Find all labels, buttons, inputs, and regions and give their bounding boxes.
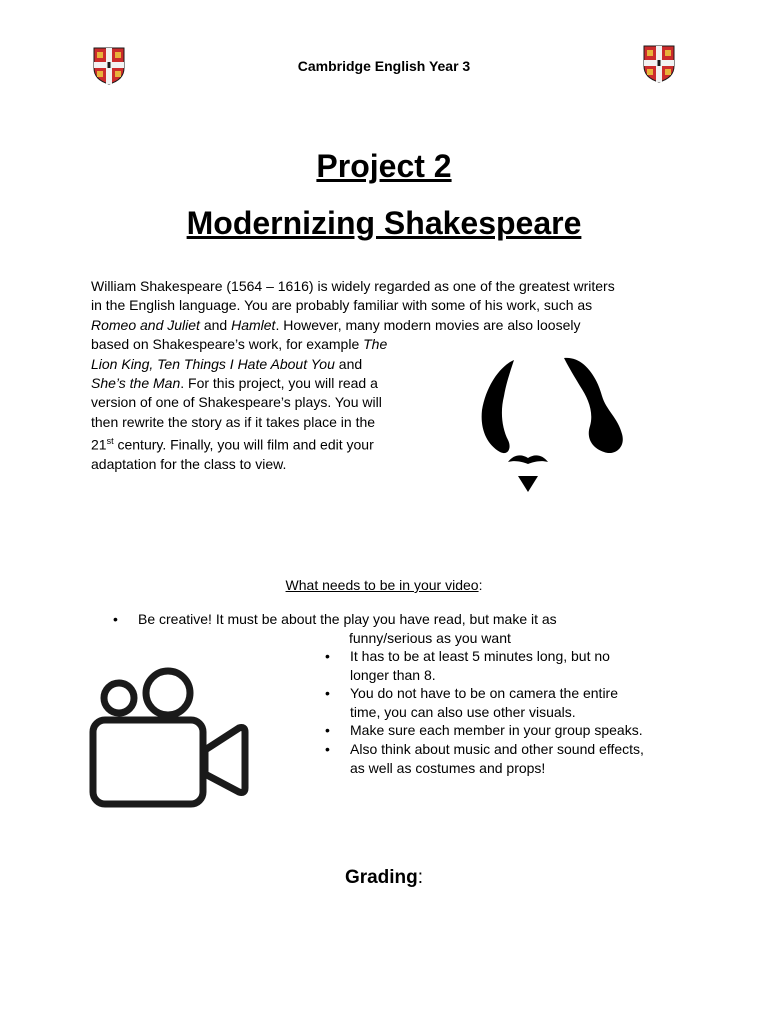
list-item (325, 740, 685, 777)
list-item-text: You do not have to be on camera the entire (350, 685, 619, 702)
intro-text: . However, many modern movies are also loosely (275, 316, 581, 333)
bullet-icon: • (325, 648, 330, 664)
list-item-text: Be creative! It must be about the play you have read, but make it as (138, 611, 557, 627)
grading-label: Grading (344, 867, 418, 888)
intro-text: and (334, 355, 363, 372)
bullet-icon: • (325, 740, 330, 757)
intro-text: . For this project, you will read a (180, 375, 378, 392)
movie-title: Lion King, Ten Things I Hate About You (91, 355, 335, 372)
list-item-text: time, you can also use other visuals. (350, 703, 576, 720)
list-item-text-continued: funny/serious as you want (349, 629, 511, 646)
bullet-icon: • (325, 722, 330, 739)
intro-line: version of one of Shakespeare’s plays. You will (91, 394, 382, 411)
video-requirements-heading (0, 577, 768, 593)
video-heading-text: What needs to be in your video (285, 577, 479, 593)
play-title-romeo: Romeo and Juliet (91, 316, 200, 333)
header-title: Cambridge English Year 3 (297, 58, 471, 74)
intro-line: then rewrite the story as if it takes place in the (91, 413, 376, 430)
list-item (325, 684, 685, 721)
movie-title: She’s the Man (91, 375, 181, 392)
list-item-text: It has to be at least 5 minutes long, but no (350, 648, 610, 664)
video-camera-icon (89, 666, 249, 808)
grading-heading (0, 867, 768, 889)
intro-line: adaptation for the class to view. (91, 456, 287, 473)
video-requirements-list (325, 647, 685, 777)
intro-line: in the English language. You are probably familiar with some of his work, such as (91, 297, 593, 314)
intro-text: based on Shakespeare’s work, for example (91, 336, 364, 353)
intro-text: and (199, 316, 232, 333)
intro-line: William Shakespeare (1564 – 1616) is widely regarded as one of the greatest writers (91, 278, 615, 294)
play-title-hamlet: Hamlet (231, 316, 276, 333)
bullet-icon: • (113, 611, 118, 627)
project-name-title: Modernizing Shakespeare (186, 205, 582, 241)
list-item-text: longer than 8. (350, 666, 436, 683)
shakespeare-silhouette-icon (478, 352, 628, 497)
list-item (325, 647, 685, 684)
intro-text: 21 (91, 436, 107, 453)
movie-title: The (363, 336, 388, 353)
list-item-text: as well as costumes and props! (350, 759, 546, 776)
list-item (325, 721, 685, 740)
ordinal-suffix: st (106, 436, 114, 447)
intro-text: century. Finally, you will film and edit your (113, 436, 374, 453)
grading-colon: : (417, 867, 424, 888)
bullet-icon: • (325, 685, 330, 702)
project-number-title: Project 2 (316, 148, 452, 184)
intro-line (91, 316, 681, 335)
list-item-text: Make sure each member in your group speaks. (350, 722, 643, 739)
list-item-text: Also think about music and other sound effects, (350, 740, 644, 757)
video-heading-colon: : (478, 577, 483, 593)
